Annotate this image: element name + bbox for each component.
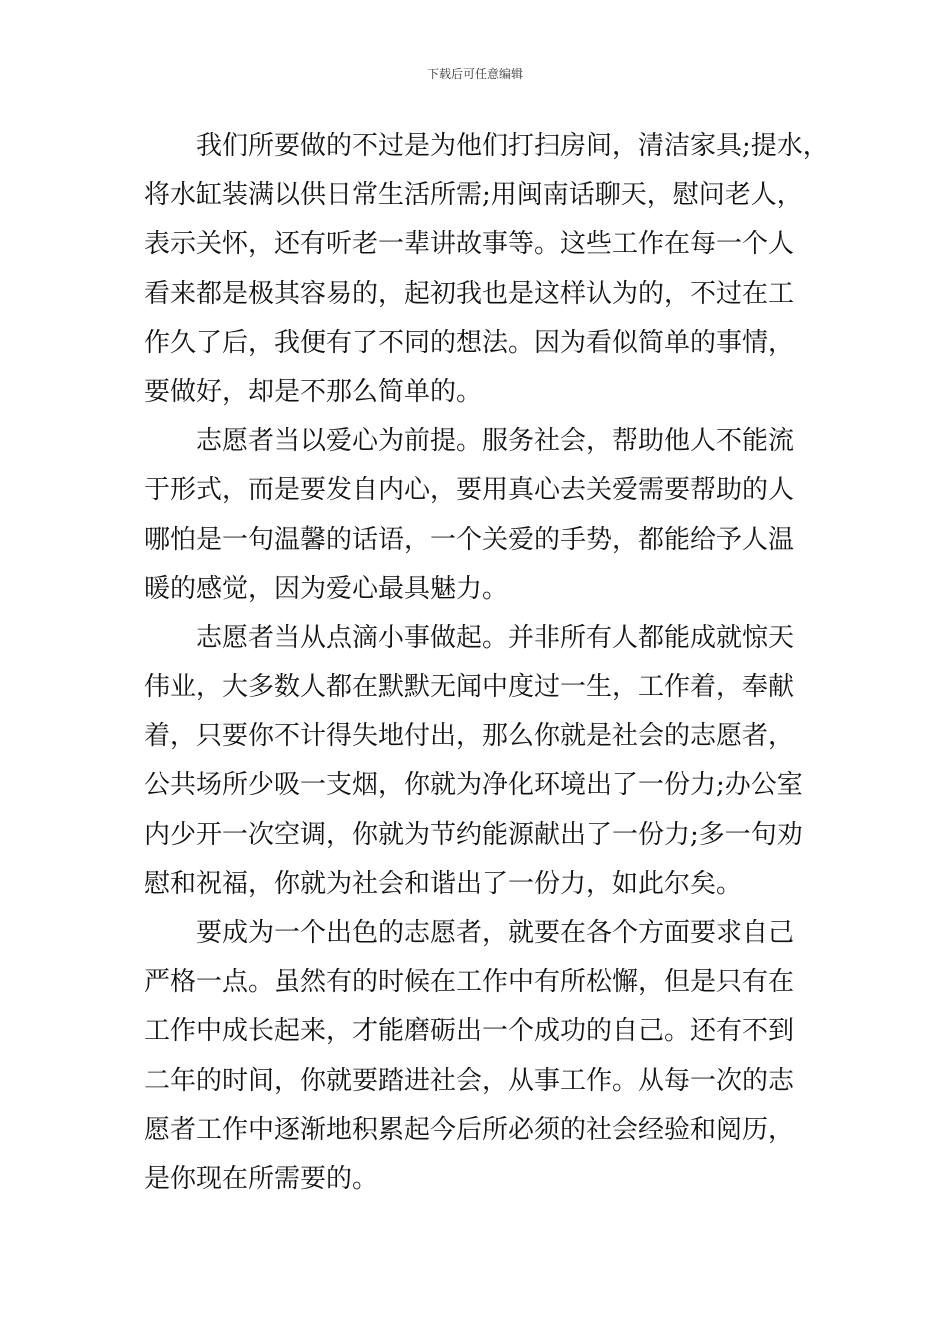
paragraph-1 [144,122,829,417]
text-line: 是你现在所需要的。 [144,1163,379,1194]
page-header: 下载后可任意编辑 [426,67,523,81]
text-line: 志愿者当以爱心为前提。服务社会，帮助他人不能流 [196,426,795,457]
paragraph-3 [144,614,808,909]
text-line: 我们所要做的不过是为他们打扫房间，清洁家具;提水， [196,131,829,161]
paragraph-2 [144,417,808,614]
text-line: 看来都是极其容易的，起初我也是这样认为的，不过在工 [144,278,795,309]
text-line: 二年的时间，你就要踏进社会，从事工作。从每一次的志 [144,1065,795,1096]
text-line: 作久了后，我便有了不同的想法。因为看似简单的事情， [144,327,795,358]
text-line: 公共场所少吸一支烟，你就为净化环境出了一份力;办公室 [144,770,803,801]
text-line: 伟业，大多数人都在默默无闻中度过一生，工作着，奉献 [144,672,795,703]
text-line: 要做好，却是不那么简单的。 [144,376,483,407]
text-line: 严格一点。虽然有的时候在工作中有所松懈，但是只有在 [144,967,795,998]
paragraph-4 [144,909,808,1204]
text-line: 要成为一个出色的志愿者，就要在各个方面要求自己 [196,918,795,948]
text-line: 表示关怀，还有听老一辈讲故事等。这些工作在每一个人 [144,229,795,260]
text-line: 于形式，而是要发自内心，要用真心去关爱需要帮助的人 [144,475,795,506]
text-line: 工作中成长起来，才能磨砺出一个成功的自己。还有不到 [144,1016,795,1047]
text-line: 将水缸装满以供日常生活所需;用闽南话聊天，慰问老人， [144,180,803,211]
text-line: 志愿者当从点滴小事做起。并非所有人都能成就惊天 [196,622,795,653]
text-line: 着，只要你不计得失地付出，那么你就是社会的志愿者， [144,721,795,752]
document-body [144,122,829,1204]
text-line: 慰和祝福，你就为社会和谐出了一份力，如此尔矣。 [144,868,743,899]
text-line: 内少开一次空调，你就为节约能源献出了一份力;多一句劝 [144,819,803,850]
text-line: 暖的感觉，因为爱心最具魅力。 [144,573,509,604]
text-line: 哪怕是一句温馨的话语，一个关爱的手势，都能给予人温 [144,524,795,555]
text-line: 愿者工作中逐渐地积累起今后所必须的社会经验和阅历， [144,1114,795,1145]
